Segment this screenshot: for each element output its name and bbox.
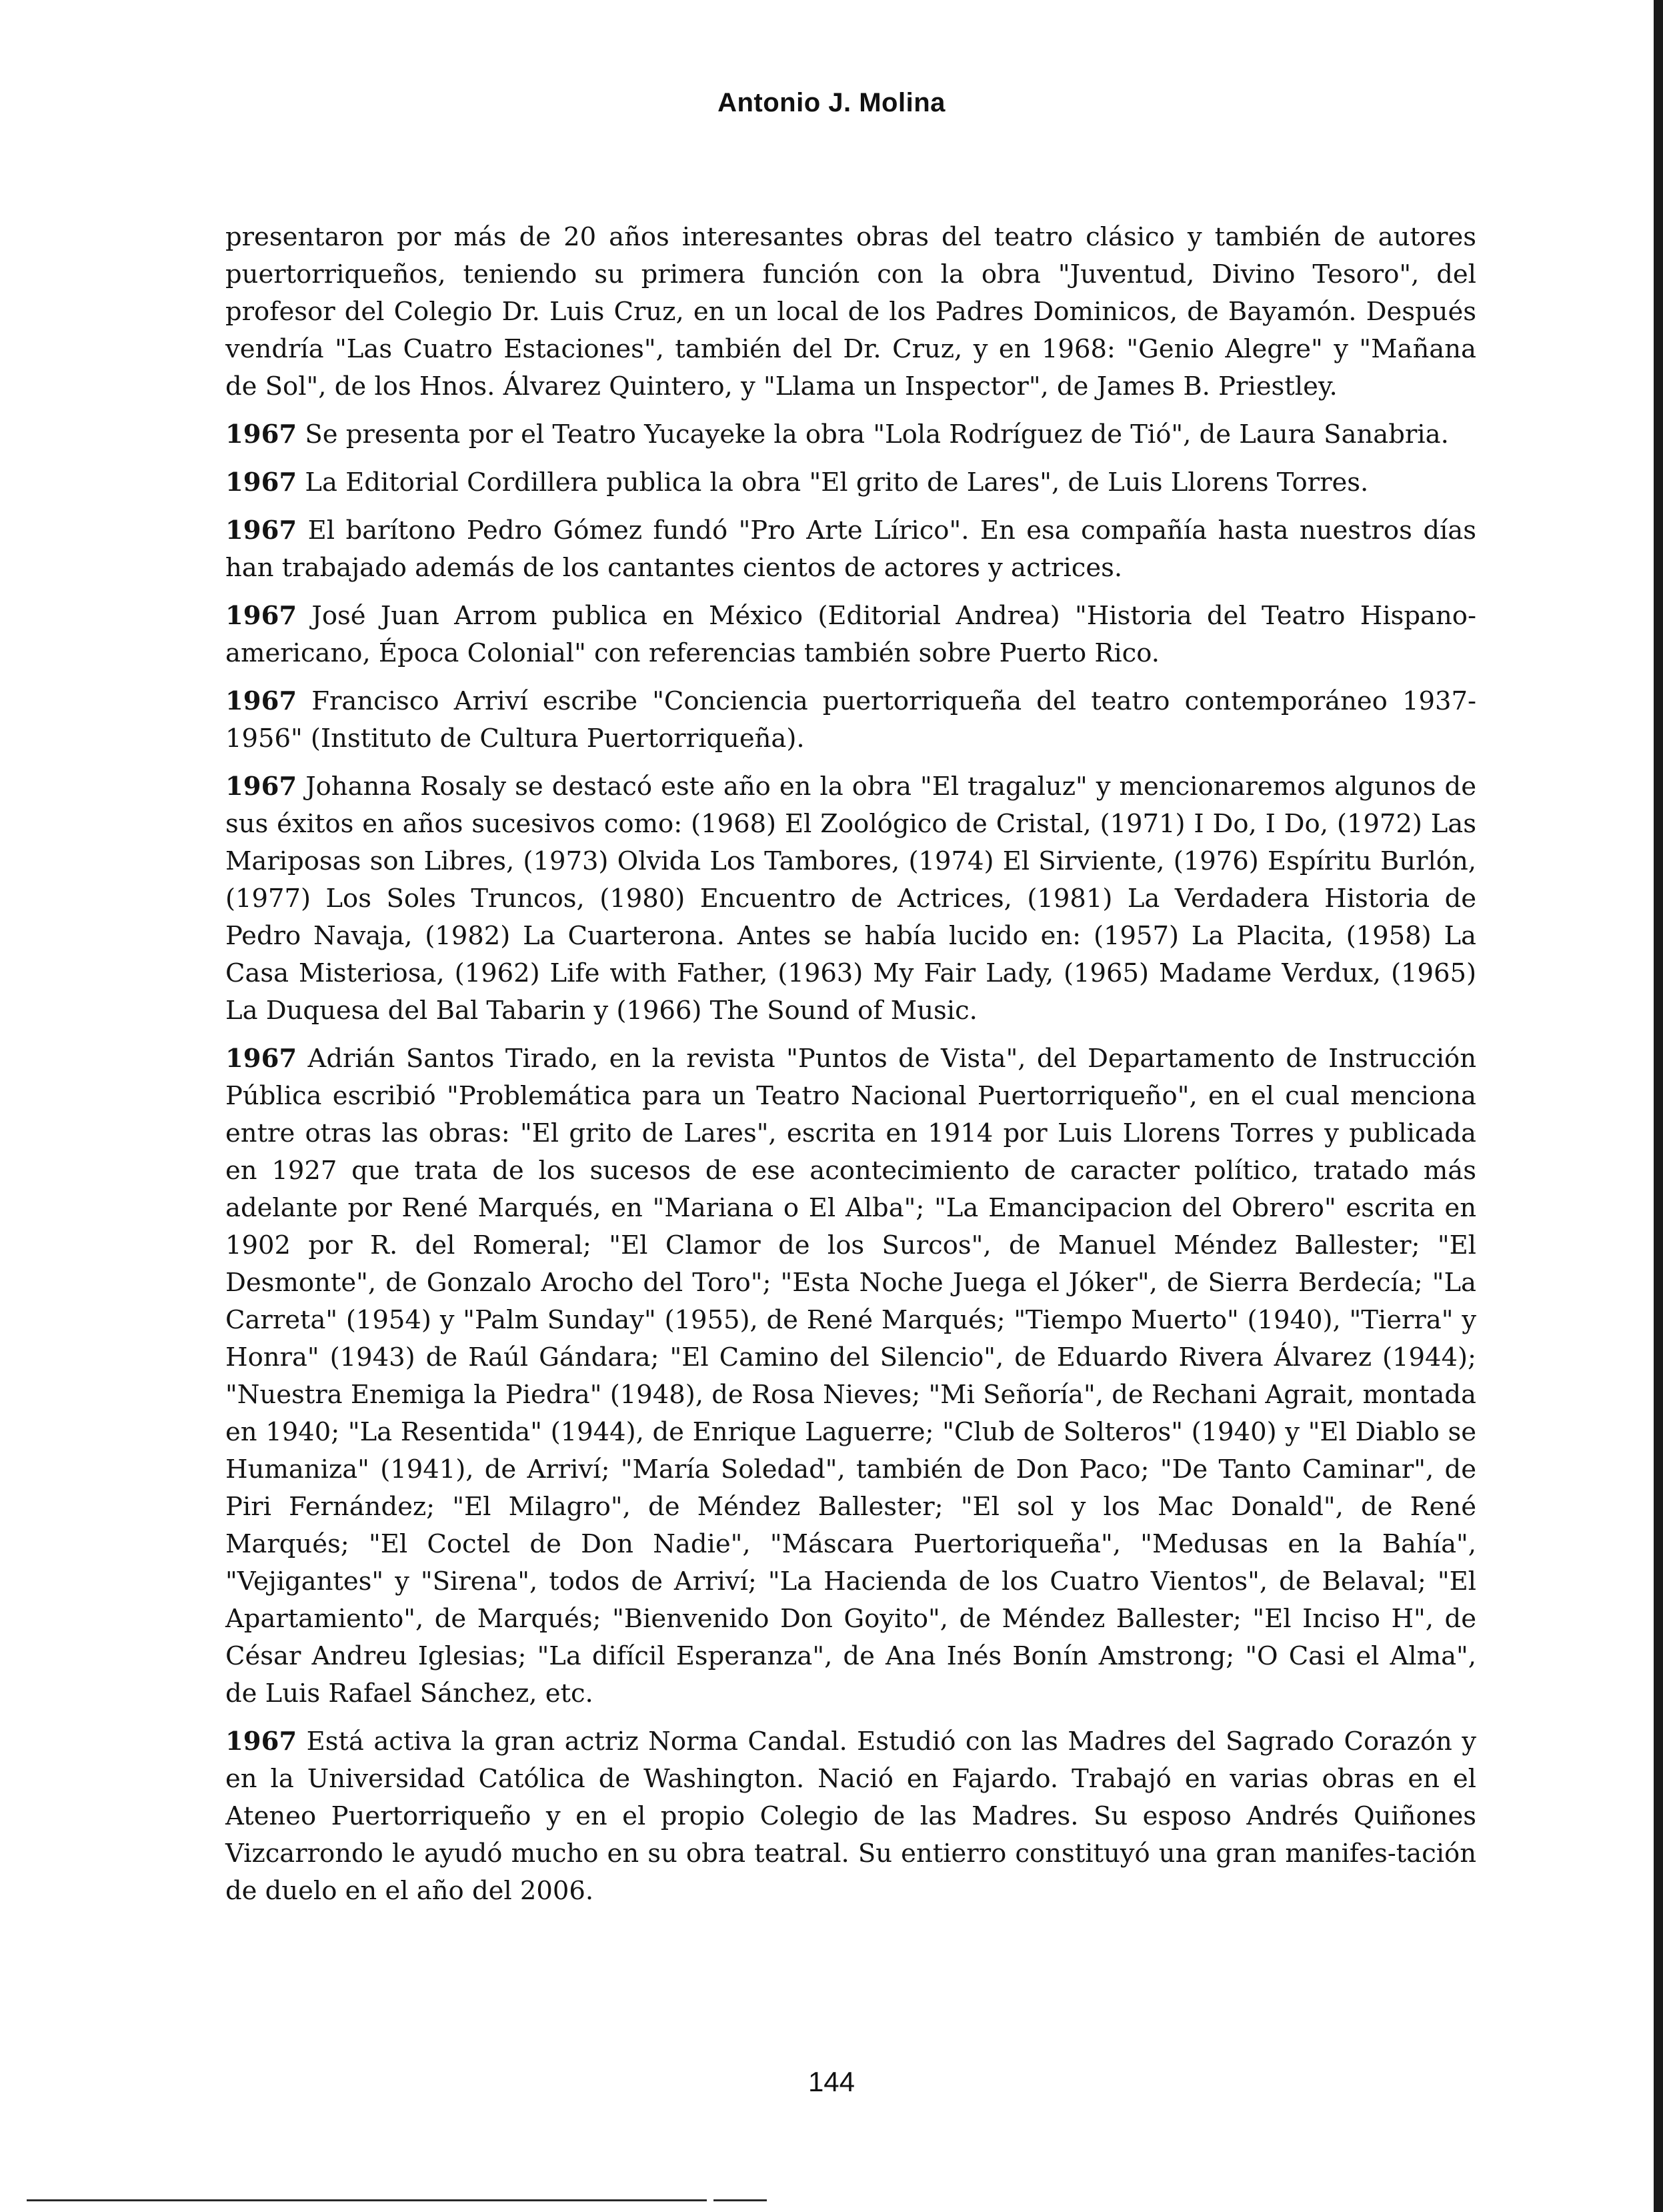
paragraph-text: Está activa la gran actriz Norma Candal. Estudió con las Madres del Sagrado Corazón y en la Universidad Católica de Washington. Nació en Fajardo. Trabajó en varias obras en el Ateneo Puertorriqueño y en el propio Colegio de las Madres. Su esposo Andrés Quiñones Vizcarrondo le ayudó mucho en su obra teatral. Su entierro constituyó una gran manifes-tación de duelo en el año del 2006. (225, 1727, 1476, 1906)
paragraph-text: Francisco Arriví escribe "Conciencia puertorriqueña del teatro contemporáneo 1937-1956" (Instituto de Cultura Puertorriqueña). (225, 686, 1476, 754)
paragraph-text: presentaron por más de 20 años interesantes obras del teatro clásico y también de autores puertorriqueños, teniendo su primera función con la obra "Juventud, Divino Tesoro", del profesor del Colegio Dr. Luis Cruz, en un local de los Padres Dominicos, de Bayamón. Después vendría "Las Cuatro Estaciones", también del Dr. Cruz, y en 1968: "Genio Alegre" y "Mañana de Sol", de los Hnos. Álvarez Quintero, y "Llama un Inspector", de James B. Priestley. (225, 222, 1476, 401)
paragraph-text: Johanna Rosaly se destacó este año en la obra "El tragaluz" y mencionaremos algunos de sus éxitos en años sucesivos como: (1968) El Zoológico de Cristal, (1971) I Do, I Do, (1972) Las Mariposas son Libres, (1973) Olvida Los Tambores, (1974) El Sirviente, (1976) Espíritu Burlón, (1977) Los Soles Truncos, (1980) Encuentro de Actrices, (1981) La Verdadera Historia de Pedro Navaja, (1982) La Cuarterona. Antes se había lucido en: (1957) La Placita, (1958) La Casa Misteriosa, (1962) Life with Father, (1963) My Fair Lady, (1965) Madame Verdux, (1965) La Duquesa del Bal Tabarin y (1966) The Sound of Music. (225, 772, 1476, 1026)
running-head: Antonio J. Molina (717, 88, 946, 117)
bottom-scan-rule (27, 2199, 707, 2201)
scan-edge-border (1654, 0, 1663, 2212)
paragraph-year: 1967 (225, 601, 297, 631)
paragraph-year: 1967 (225, 772, 297, 802)
paragraph-text: Adrián Santos Tirado, en la revista "Puntos de Vista", del Departamento de Instrucción Pública escribió "Problemática para un Teatro Nacional Puertorriqueño", en el cual menciona entre otras las obras: "El grito de Lares", escrita en 1914 por Luis Llorens Torres y publicada en 1927 que trata de los sucesos de ese acontecimiento de caracter político, tratado más adelante por René Marqués, en "Mariana o El Alba"; "La Emancipacion del Obrero" escrita en 1902 por R. del Romeral; "El Clamor de los Surcos", de Manuel Méndez Ballester; "El Desmonte", de Gonzalo Arocho del Toro"; "Esta Noche Juega el Jóker", de Sierra Berdecía; "La Carreta" (1954) y "Palm Sunday" (1955), de René Marqués; "Tiempo Muerto" (1940), "Tierra" y Honra" (1943) de Raúl Gándara; "El Camino del Silencio", de Eduardo Rivera Álvarez (1944); "Nuestra Enemiga la Piedra" (1948), de Rosa Nieves; "Mi Señoría", de Rechani Agrait, montada en 1940; "La Resentida" (1944), de Enrique Laguerre; "Club de Solteros" (1940) y "El Diablo se Humaniza" (1941), de Arriví; "María Soledad", también de Don Paco; "De Tanto Caminar", de Piri Fernández; "El Milagro", de Méndez Ballester; "El sol y los Mac Donald", de René Marqués; "El Coctel de Don Nadie", "Máscara Puertoriqueña", "Medusas en la Bahía", "Vejigantes" y "Sirena", todos de Arriví; "La Hacienda de los Cuatro Vientos", de Belaval; "El Apartamiento", de Marqués; "Bienvenido Don Goyito", de Méndez Ballester; "El Inciso H", de César Andreu Iglesias; "La difícil Esperanza", de Ana Inés Bonín Amstrong; "O Casi el Alma", de Luis Rafael Sánchez, etc. (225, 1044, 1476, 1709)
paragraph-text: El barítono Pedro Gómez fundó "Pro Arte Lírico". En esa compañía hasta nuestros días han trabajado además de los cantantes cientos de actores y actrices. (225, 515, 1476, 583)
paragraph (225, 464, 1476, 501)
paragraph-year: 1967 (225, 686, 297, 716)
paragraph (225, 598, 1476, 672)
paragraph (225, 1723, 1476, 1910)
paragraph-year: 1967 (225, 1044, 297, 1074)
bottom-scan-rule-short (713, 2199, 767, 2201)
paragraph (225, 1040, 1476, 1713)
paragraph-year: 1967 (225, 1727, 297, 1757)
paragraph-text: José Juan Arrom publica en México (Editorial Andrea) "Historia del Teatro Hispano-americano, Época Colonial" con referencias también sobre Puerto Rico. (225, 601, 1476, 668)
paragraph (225, 768, 1476, 1030)
paragraph (225, 219, 1476, 405)
paragraph-year: 1967 (225, 515, 297, 545)
paragraph (225, 512, 1476, 587)
paragraph (225, 416, 1476, 453)
paragraph (225, 683, 1476, 758)
paragraph-year: 1967 (225, 419, 297, 449)
paragraph-text: La Editorial Cordillera publica la obra "El grito de Lares", de Luis Llorens Torres. (297, 467, 1369, 497)
paragraph-year: 1967 (225, 467, 297, 497)
paragraph-text: Se presenta por el Teatro Yucayeke la obra "Lola Rodríguez de Tió", de Laura Sanabria. (297, 419, 1449, 449)
page-number: 144 (807, 2066, 856, 2097)
page-body (225, 219, 1476, 1921)
